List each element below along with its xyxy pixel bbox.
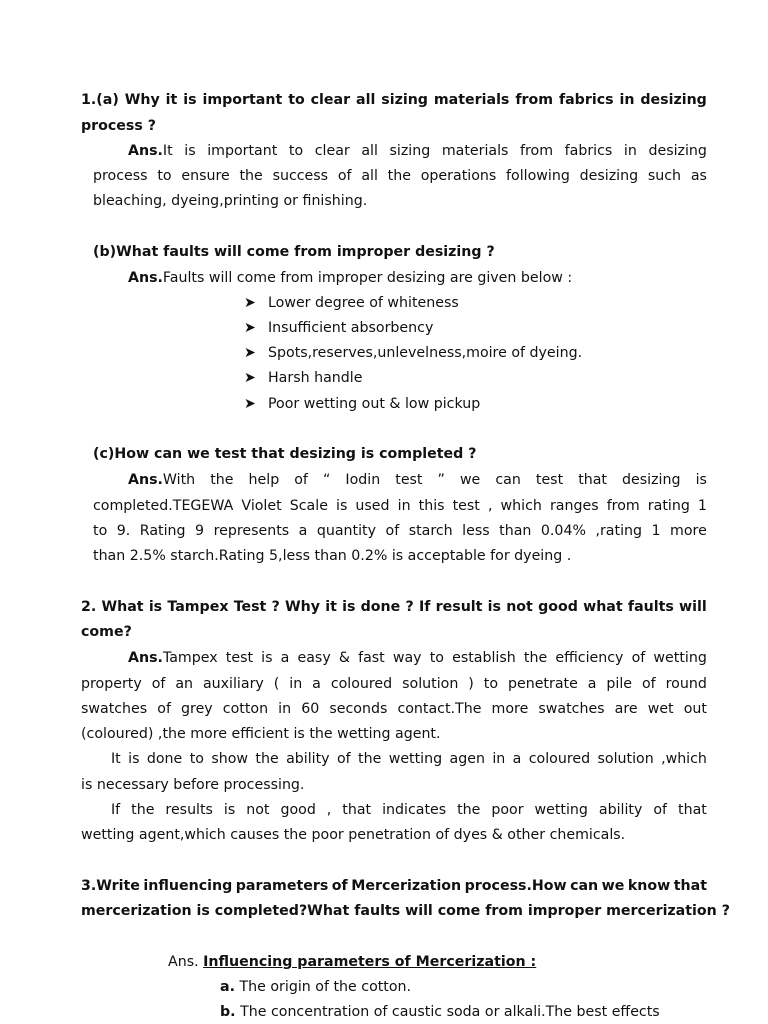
arrow-bullet-icon: ➤ [244,396,256,412]
word: establish [452,650,516,666]
word: ” [437,472,445,488]
word: out [683,701,707,717]
word: 1.(a) [81,92,119,108]
word: completed.TEGEWA [93,498,234,514]
word: , [487,498,493,514]
word: fabrics [558,92,614,108]
q3-question-line-2: mercerization is completed?What faults will come from improper mercerization ? [81,903,730,919]
word: desizing [640,92,707,108]
word: the [457,802,481,818]
word: not [506,599,533,615]
word: done [146,751,183,767]
word: following [506,168,570,184]
answer-label: Ans. [128,650,163,666]
word: a [587,676,597,692]
word: rating [647,498,690,514]
word: parameters [235,878,329,894]
arrow-bullet-icon: ➤ [244,320,256,336]
word: ( [273,676,280,692]
word: solution [402,676,459,692]
word: is [342,599,356,615]
word: , [326,802,332,818]
word: solution [597,751,654,767]
word: coloured [330,676,393,692]
word: know [627,878,671,894]
word: which [500,498,542,514]
q2-para2-line-2: is necessary before processing. [81,777,305,793]
word: to [288,92,305,108]
word: 0.04% [540,523,586,539]
q2-answer-line-2 [81,674,707,694]
word: the [387,168,411,184]
word: fabrics [564,143,613,159]
word: result [435,599,483,615]
word: 60 [301,701,320,717]
word: wetting [653,650,707,666]
word: all [361,143,378,159]
word: Iodin [345,472,381,488]
word: 2. [81,599,97,615]
word: clear [310,92,351,108]
word: ranges [549,498,599,514]
word: it [165,92,178,108]
word: important [207,143,278,159]
word: is [695,472,707,488]
word: starch [408,523,453,539]
word: is [148,599,163,615]
q1b-answer-text: Faults will come from improper desizing are given below : [162,270,573,286]
word: can [570,878,599,894]
word: than [499,523,532,539]
word: all [361,168,378,184]
word: process [93,168,148,184]
q1b-bullet-4 [244,368,362,388]
item-label: b. [220,1004,236,1020]
word: Ans.Tampex [128,650,218,666]
q3-question-line-1 [81,876,707,896]
word: in [278,701,292,717]
word: of [331,878,348,894]
q2-question-line-1 [81,597,707,617]
answer-label: Ans. [128,472,163,488]
word: sizing [389,143,431,159]
item-label: a. [220,979,235,995]
word: important [202,92,283,108]
item-text: The origin of the cotton. [239,979,412,995]
word: swatches [81,701,148,717]
answer-label: Ans. [128,143,163,159]
word: 1 [651,523,661,539]
word: auxiliary [202,676,264,692]
word: more [491,701,529,717]
bullet-text: Poor wetting out & low pickup [268,396,481,412]
word: in [623,143,637,159]
word: is [336,498,348,514]
word: influencing [143,878,233,894]
q2-para3-line-1 [111,800,707,820]
word: are [614,701,638,717]
word: 1 [697,498,707,514]
word: from [606,498,640,514]
word: to [429,650,444,666]
word: from [520,143,554,159]
q1b-bullet-2 [244,318,433,338]
word: test [395,472,423,488]
word: done [360,599,401,615]
word: from [515,92,554,108]
q1c-answer-line-3 [93,521,707,541]
word: Test [233,599,267,615]
word: a [280,650,290,666]
word: good [280,802,316,818]
word: Ans.It [128,143,173,159]
word: If [111,802,121,818]
word: cotton [222,701,269,717]
word: Tampex [167,599,229,615]
bullet-text: Harsh handle [268,370,363,386]
word: we [601,878,625,894]
word: ability [598,802,643,818]
word: an [175,676,194,692]
word: that [678,802,707,818]
word: clear [314,143,350,159]
item-text: The concentration of caustic soda or alkali.The best effects [240,1004,660,1020]
q3-heading: Influencing parameters of Mercerization : [203,954,537,970]
word: the [523,650,548,666]
word: seconds [329,701,388,717]
arrow-bullet-icon: ➤ [244,295,256,311]
word: in [397,498,411,514]
word: of [653,802,668,818]
word: can [495,472,521,488]
word: & [338,650,350,666]
q1a-answer-line-3: bleaching, dyeing,printing or finishing. [93,193,368,209]
word: that [342,802,372,818]
word: that [673,878,707,894]
q1a-question-line-2: process ? [81,118,156,134]
word: test [452,498,480,514]
word: “ [322,472,331,488]
q3-item-a [220,977,411,997]
word: of [642,676,656,692]
word: it [325,599,337,615]
word: ? [405,599,414,615]
word: ,which [661,751,707,767]
q2-para3-line-2: wetting agent,which causes the poor penetration of dyes & other chemicals. [81,827,626,843]
word: swatches [538,701,605,717]
word: a [512,751,522,767]
word: to [483,676,499,692]
word: used [355,498,390,514]
word: of [336,751,351,767]
q1b-question: (b)What faults will come from improper desizing ? [93,244,495,260]
word: success [272,168,329,184]
q1c-answer-line-4: than 2.5% starch.Rating 5,less than 0.2% is acceptable for dyeing . [93,548,572,564]
word: penetrate [507,676,578,692]
word: in [289,676,303,692]
q1a-answer-line-2 [93,166,707,186]
word: Mercerization [351,878,462,894]
word: test [225,650,254,666]
word: this [418,498,445,514]
bullet-text: Insufficient absorbency [268,320,434,336]
word: all [356,92,376,108]
word: is [183,92,197,108]
word: Why [124,92,160,108]
word: 9. [116,523,131,539]
word: is [128,751,140,767]
arrow-bullet-icon: ➤ [244,345,256,361]
word: wet [647,701,674,717]
word: help [248,472,280,488]
word: to [93,523,108,539]
word: agen [449,751,485,767]
word: It [111,751,121,767]
word: as [690,168,707,184]
q2-answer-line-3 [81,699,707,719]
word: 9 [195,523,205,539]
word: the [131,802,155,818]
word: efficiency [555,650,624,666]
word: process.How [464,878,567,894]
q1c-answer-line-2 [93,496,707,516]
word: contact.The [397,701,482,717]
word: is [261,650,273,666]
bullet-text: Spots,reserves,unlevelness,moire of dyeing. [268,345,583,361]
arrow-bullet-icon: ➤ [244,370,256,386]
word: desizing [622,472,681,488]
word: in [619,92,635,108]
word: operations [420,168,497,184]
word: Rating [139,523,186,539]
word: pile [606,676,633,692]
word: is [223,802,236,818]
word: ? [271,599,280,615]
word: easy [297,650,331,666]
word: materials [433,92,510,108]
word: the [358,751,382,767]
word: test [535,472,564,488]
word: If [418,599,431,615]
word: of [157,701,171,717]
word: good [538,599,578,615]
word: way [392,650,422,666]
word: is [184,143,196,159]
word: What [101,599,144,615]
word: indicates [382,802,447,818]
word: poor [491,802,524,818]
word: wetting [388,751,443,767]
q2-para2-line-1 [111,749,707,769]
word: desizing [579,168,639,184]
word: to [288,143,304,159]
q1b-answer-label: Ans. [128,270,163,286]
q1a-question-line-1 [81,90,707,110]
word: grey [181,701,213,717]
word: Why [285,599,321,615]
word: of [294,472,308,488]
word: to [157,168,172,184]
word: Violet [241,498,282,514]
word: quantity [316,523,377,539]
word: property [81,676,142,692]
word: coloured [528,751,591,767]
q2-answer-line-4: (coloured) ,the more efficient is the wetting agent. [81,726,441,742]
q1b-bullet-3 [244,343,582,363]
word: represents [213,523,290,539]
word: Scale [289,498,328,514]
q1b-answer [128,268,572,288]
q2-answer-line-1 [128,648,707,668]
word: 3.Write [81,878,140,894]
word: the [210,472,234,488]
word: we [459,472,481,488]
word: ) [468,676,474,692]
word: more [670,523,707,539]
q3-answer-label: Ans. [168,954,199,970]
word: the [239,168,263,184]
word: show [211,751,248,767]
word: of [337,168,352,184]
q1c-question: (c)How can we test that desizing is completed ? [93,446,477,462]
word: round [665,676,707,692]
q3-item-b [220,1002,660,1022]
word: ,rating [595,523,643,539]
q1a-answer-line-1 [128,141,707,161]
word: the [255,751,279,767]
word: sizing [381,92,428,108]
word: less [462,523,490,539]
word: is [487,599,501,615]
word: a [298,523,308,539]
word: not [246,802,270,818]
q1b-bullet-1 [244,293,459,313]
bullet-text: Lower degree of whiteness [268,295,459,311]
word: to [189,751,204,767]
word: what [583,599,623,615]
word: will [679,599,707,615]
word: of [151,676,166,692]
q1b-bullet-5 [244,394,480,414]
q1c-answer-line-1 [128,470,707,490]
word: wetting [534,802,588,818]
word: fast [358,650,385,666]
word: faults [627,599,674,615]
word: a [312,676,321,692]
word: results [165,802,213,818]
word: ensure [181,168,230,184]
word: in [492,751,506,767]
word: such [647,168,682,184]
word: Ans.With [128,472,196,488]
q3-answer-heading [168,952,536,972]
q2-question-line-2: come? [81,624,132,640]
word: of [631,650,646,666]
word: that [578,472,607,488]
word: desizing [648,143,707,159]
word: materials [441,143,509,159]
word: ability [286,751,330,767]
word: of [385,523,400,539]
